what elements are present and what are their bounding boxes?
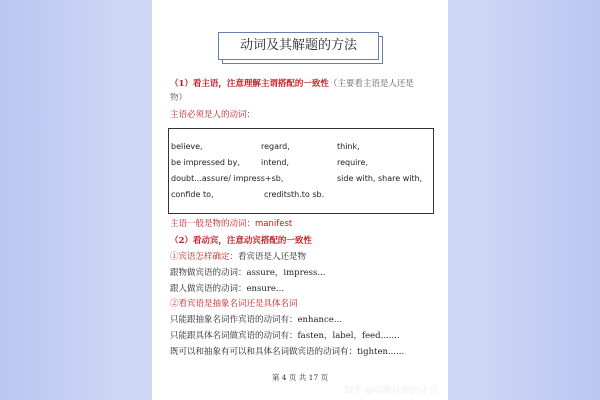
sub2-value: manifest [255,219,293,229]
section2-line-c: 只能跟抽象名词作宾语的动词有：enhance... [170,315,342,325]
table-cell: believe, [171,142,203,151]
section1-note: （主要看主语是人还是 [328,79,414,89]
table-cell: intend, [261,158,290,167]
section2-heading: （2）看动宾，注意动宾搭配的一致性 [170,236,312,246]
section1-note-cont: 物） [170,93,188,103]
section2-line-a: 跟物做宾语的动词：assure，impress... [170,268,326,278]
table-cell: creditsth.to sb. [264,190,325,199]
section2-point2: ②看宾语是抽象名词还是具体名词 [170,299,298,309]
point1-label: ①宾语怎样确定： [170,252,239,262]
section1-sub1: 主语必须是人的动词： [170,110,256,120]
section1-heading: （1）看主语，注意理解主谓搭配的一致性 [170,79,329,89]
table-cell: require, [337,158,368,167]
watermark: 知乎 @温暖风車的诗书 [344,386,437,396]
table-cell: doubt...assure/ impress+sb, [171,174,284,183]
document-page [152,0,448,400]
sub2-label: 主语一般是物的动词： [170,219,256,229]
verb-table [168,128,434,214]
title-box [218,32,381,62]
section2-line-e: 既可以和抽象有可以和具体名词做宾语的动词有：tighten...... [170,347,405,357]
table-cell: think, [337,142,360,151]
section2-line-d: 只能跟具体名词做宾语的动词有：fasten，label，feed....... [170,331,400,341]
section1-sub2 [170,219,292,230]
table-cell: confide to, [171,190,214,199]
section2-line-b: 跟人做宾语的动词：ensure... [170,284,285,294]
page-number-footer: 第 4 页 共 17 页 [271,373,329,382]
table-cell: side with, share with, [337,174,423,183]
section2-point1 [170,252,306,263]
table-cell: be impressed by, [171,158,240,167]
page-title: 动词及其解题的方法 [218,32,379,60]
section1-line [170,79,414,90]
point1-text: 看宾语是人还是物 [238,252,307,262]
table-cell: regard, [261,142,290,151]
